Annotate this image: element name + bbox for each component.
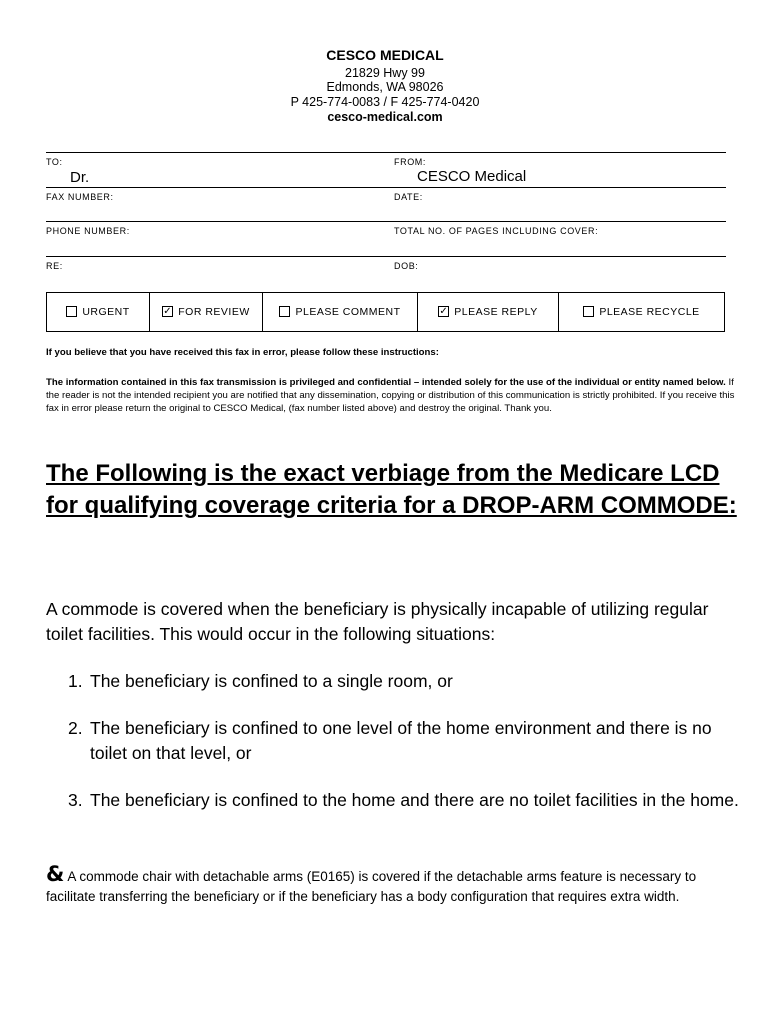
checkbox-icon[interactable] — [583, 306, 594, 317]
list-text: The beneficiary is confined to the home and there are no toilet facilities in the home. — [90, 790, 739, 810]
checkbox-label: PLEASE COMMENT — [295, 306, 401, 318]
checkbox-urgent[interactable] — [47, 293, 150, 331]
checkbox-icon[interactable] — [279, 306, 290, 317]
from-value: CESCO Medical — [417, 168, 527, 185]
checkbox-table — [46, 292, 725, 332]
checkbox-label: URGENT — [82, 306, 130, 318]
phone-number-label: PHONE NUMBER: — [46, 226, 130, 236]
phone-fax: P 425-774-0083 / F 425-774-0420 — [290, 95, 480, 109]
list-item — [68, 669, 748, 694]
re-label: RE: — [46, 261, 63, 271]
checkbox-please-recycle[interactable] — [559, 293, 724, 331]
fax-number-label: FAX NUMBER: — [46, 192, 114, 202]
list-number: 3. — [68, 790, 83, 810]
divider — [46, 256, 726, 257]
checkbox-for-review[interactable] — [150, 293, 263, 331]
list-number: 2. — [68, 718, 83, 738]
list-item — [68, 716, 748, 766]
from-label: FROM: — [394, 157, 426, 167]
confidentiality-bold: The information contained in this fax transmission is privileged and confidential – intended solely for the use of the individual or entity named below. — [46, 377, 726, 388]
error-notice: If you believe that you have received this fax in error, please follow these instructions: — [46, 347, 439, 358]
checkbox-please-reply[interactable] — [418, 293, 559, 331]
confidentiality-rest: If the reader is not the intended recipient you are notified that any dissemination, copying or distribution of this communication is strictly prohibited. If you receive this fax in error please return the original to CESCO Medical, (fax number listed above) and destroy the original. Thank you. — [46, 377, 735, 414]
divider — [46, 221, 726, 222]
intro-paragraph: A commode is covered when the beneficiary is physically incapable of utilizing regular toilet facilities. This would occur in the following situations: — [46, 599, 709, 644]
address-line2: Edmonds, WA 98026 — [326, 80, 444, 94]
checkbox-label: PLEASE RECYCLE — [599, 306, 700, 318]
page-title: The Following is the exact verbiage from the Medicare LCD for qualifying coverage criteria for a DROP-ARM COMMODE: — [46, 460, 737, 519]
confidentiality-notice — [46, 376, 736, 415]
list-item — [68, 788, 748, 813]
checkbox-please-comment[interactable] — [263, 293, 418, 331]
footnote-text: A commode chair with detachable arms (E0165) is covered if the detachable arms feature is necessary to facilitate transferring the beneficiary or if the beneficiary has a body configuration that requires extra width. — [46, 869, 697, 904]
address-line1: 21829 Hwy 99 — [345, 66, 425, 80]
footnote — [46, 864, 726, 907]
divider — [46, 152, 726, 153]
dob-label: DOB: — [394, 261, 419, 271]
ampersand-symbol: & — [46, 862, 65, 886]
company-name: CESCO MEDICAL — [326, 47, 444, 63]
checkbox-checked-icon[interactable]: ✓ — [439, 305, 449, 317]
to-label: TO: — [46, 157, 63, 167]
checkbox-label: PLEASE REPLY — [454, 306, 538, 318]
list-text: The beneficiary is confined to a single room, or — [90, 671, 453, 691]
date-label: DATE: — [394, 192, 423, 202]
checkbox-label: FOR REVIEW — [178, 306, 250, 318]
website: cesco-medical.com — [327, 110, 443, 124]
to-value: Dr. — [70, 169, 90, 186]
divider — [46, 187, 726, 188]
checkbox-icon[interactable] — [66, 306, 77, 317]
total-pages-label: TOTAL NO. OF PAGES INCLUDING COVER: — [394, 226, 599, 236]
checkbox-checked-icon[interactable]: ✓ — [163, 305, 173, 317]
list-number: 1. — [68, 671, 83, 691]
list-text: The beneficiary is confined to one level of the home environment and there is no toilet on that level, or — [90, 718, 712, 763]
